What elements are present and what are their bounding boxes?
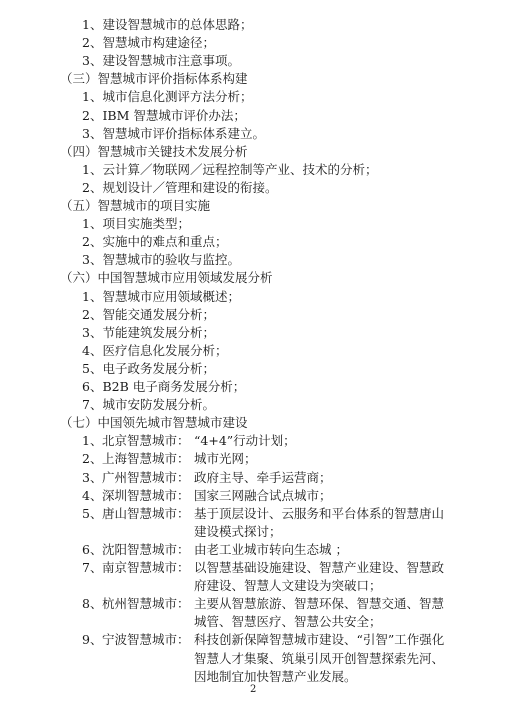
city-item [82,560,445,576]
continuation-line: 智慧人才集聚、筑巢引凤开创智慧探索先河、 [194,650,445,666]
city-item [82,487,332,504]
continuation-line: 建设模式探讨； [194,523,282,539]
city-item [82,596,445,612]
item-number: 1、 [82,433,103,449]
list-item: 6、B2B 电子商务发展分析； [82,379,246,394]
list-item: 3、智慧城市评价指标体系建立。 [82,125,265,141]
item-number: 5、 [82,505,103,521]
item-number: 7、 [82,560,103,575]
list-item: 4、医疗信息化发展分析； [82,342,228,358]
city-description: 主要从智慧旅游、智慧环保、智慧交通、智慧 [194,596,445,612]
city-description: 以智慧基础设施建设、智慧产业建设、智慧政 [194,560,445,575]
city-description: 由老工业城市转向生态城 ； [194,541,348,557]
item-number: 6、 [82,541,103,557]
city-name: 杭州智慧城市： [102,596,190,612]
section-heading: （六）中国智慧城市应用领域发展分析 [60,270,273,286]
list-item: 2、规划设计／管理和建设的衔接。 [82,179,278,195]
list-item: 1、建设智慧城市的总体思路； [82,17,253,32]
list-item: 2、IBM 智慧城市评价办法； [82,107,246,123]
city-description: 城市光网； [194,451,257,467]
list-item: 5、电子政务发展分析； [82,360,215,376]
list-item: 2、智慧城市构建途径； [82,35,215,51]
item-number: 3、 [82,469,103,485]
section-heading: （五）智慧城市的项目实施 [60,198,211,213]
list-item: 3、智慧城市的验收与监控。 [82,252,240,268]
item-number: 8、 [82,596,103,612]
city-name: 广州智慧城市： [102,469,190,485]
city-name: 深圳智慧城市： [102,487,190,503]
city-name: 宁波智慧城市： [102,632,190,648]
continuation-line: 府建设、智慧人文建设为突破口； [194,578,382,594]
list-item: 1、城市信息化测评方法分析； [82,89,253,105]
item-number: 2、 [82,451,103,467]
city-item [82,505,445,522]
list-item: 3、节能建筑发展分析； [82,324,215,340]
city-description: 政府主导、牵手运营商； [194,469,332,485]
list-item: 2、智能交通发展分析； [82,306,215,322]
section-heading: （三）智慧城市评价指标体系构建 [60,71,248,87]
city-description: 基于顶层设计、云服务和平台体系的智慧唐山 [194,505,445,521]
city-name: 北京智慧城市： [102,433,190,449]
city-description: 科技创新保障智慧城市建设、“引智”工作强化 [194,632,445,648]
page-number: 2 [250,684,257,695]
continuation-line: 因地制宜加快智慧产业发展。 [194,668,357,684]
list-item: 2、实施中的难点和重点； [82,234,228,250]
list-item: 7、城市安防发展分析。 [82,397,215,413]
city-item [82,632,445,648]
city-name: 上海智慧城市： [102,451,190,467]
list-item: 1、智慧城市应用领域概述； [82,288,240,304]
city-item [82,451,257,467]
city-item [82,433,296,449]
item-number: 4、 [82,487,103,503]
section-heading: （七）中国领先城市智慧城市建设 [60,415,248,431]
city-name: 南京智慧城市： [102,560,190,575]
continuation-line: 城管、智慧医疗、智慧公共安全； [194,614,382,630]
city-name: 沈阳智慧城市： [102,541,190,557]
city-name: 唐山智慧城市： [102,505,190,521]
list-item: 1、项目实施类型； [82,216,190,232]
list-item: 3、建设智慧城市注意事项。 [82,53,240,69]
city-description: “4+4”行动计划； [194,433,296,449]
city-description: 国家三网融合试点城市； [194,487,332,503]
city-item [82,541,348,558]
city-item [82,469,332,486]
item-number: 9、 [82,632,103,648]
section-heading: （四）智慧城市关键技术发展分析 [60,143,248,159]
list-item: 1、云计算／物联网／远程控制等产业、技术的分析； [82,161,378,177]
